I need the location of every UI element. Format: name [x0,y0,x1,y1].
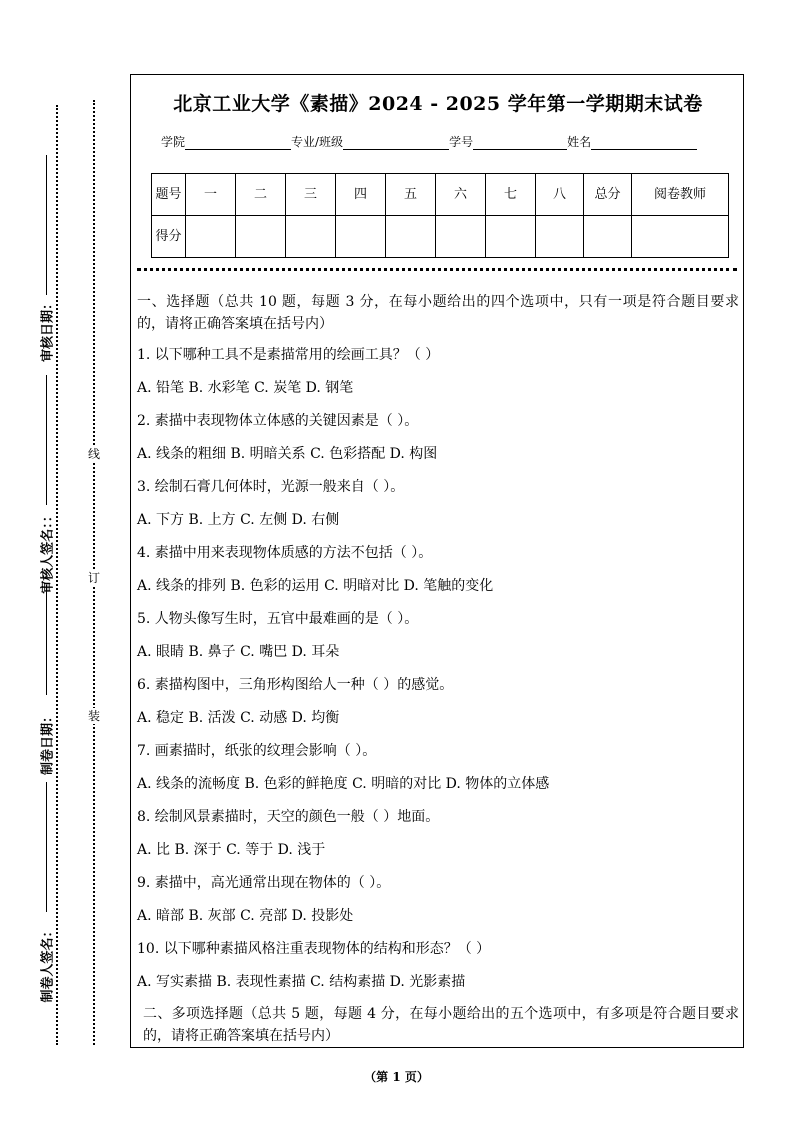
exam-content [137,291,739,1047]
score-cell-6[interactable] [436,216,486,258]
score-cell-8[interactable] [536,216,584,258]
score-cell-7[interactable] [486,216,536,258]
question-1: 1. 以下哪种工具不是素描常用的绘画工具？（ ） [137,347,440,363]
col-3: 三 [286,174,336,216]
score-cell-grader[interactable] [632,216,729,258]
major-class-label: 专业/班级 [291,135,344,149]
col-2: 二 [236,174,286,216]
question-4-options: A. 线条的排列 B. 色彩的运用 C. 明暗对比 D. 笔触的变化 [137,578,494,594]
binding-mark-zhuang: 装 [87,709,100,723]
question-9-options: A. 暗部 B. 灰部 C. 亮部 D. 投影处 [137,908,354,924]
question-3: 3. 绘制石膏几何体时，光源一般来自（ ）。 [137,479,405,495]
question-8-options: A. 比 B. 深于 C. 等于 D. 浅于 [137,842,326,858]
question-2-options: A. 线条的粗细 B. 明暗关系 C. 色彩搭配 D. 构图 [137,446,438,462]
reviewer-date-label: 审核日期： [40,297,56,363]
maker-signature-blank[interactable] [46,782,47,912]
col-4: 四 [336,174,386,216]
question-7: 7. 画素描时，纸张的纹理会影响（ ）。 [137,743,377,759]
reviewer-signature-label: 审核人签名：： [40,509,56,594]
college-label: 学院 [161,135,186,149]
question-8: 8. 绘制风景素描时，天空的颜色一般（ ）地面。 [137,809,440,825]
section1-heading: 一、选择题（总共 10 题，每题 3 分，在每小题给出的四个选项中，只有一项是符合题目要求的，请将正确答案填在括号内） [137,294,739,332]
score-table [151,173,729,258]
question-1-options: A. 铅笔 B. 水彩笔 C. 炭笔 D. 钢笔 [137,380,354,396]
major-class-field[interactable] [343,135,449,150]
margin-dotted-line-left [56,105,58,1045]
score-table-header-row [152,174,729,216]
reviewer-signature-blank[interactable] [46,375,47,505]
question-6-options: A. 稳定 B. 活泼 C. 动感 D. 均衡 [137,710,340,726]
dotted-separator [137,268,737,271]
exam-title: 北京工业大学《素描》2024 - 2025 学年第一学期期末试卷 [173,93,703,115]
exam-frame [130,74,744,1048]
question-10: 10. 以下哪种素描风格注重表现物体的结构和形态？（ ） [137,941,491,957]
col-7: 七 [486,174,536,216]
col-6: 六 [436,174,486,216]
question-5-options: A. 眼睛 B. 鼻子 C. 嘴巴 D. 耳朵 [137,644,340,660]
page-number: （第 1 页） [364,1070,429,1084]
question-9: 9. 素描中，高光通常出现在物体的（ ）。 [137,875,391,891]
col-8: 八 [536,174,584,216]
total-header: 总分 [584,174,632,216]
student-id-field[interactable] [473,135,567,150]
question-5: 5. 人物头像写生时，五官中最难画的是（ ）。 [137,611,419,627]
question-4: 4. 素描中用来表现物体质感的方法不包括（ ）。 [137,545,433,561]
section2-heading: 二、多项选择题（总共 5 题，每题 4 分，在每小题给出的五个选项中，有多项是符合题目要求的，请将正确答案填在括号内） [143,1006,739,1044]
question-2: 2. 素描中表现物体立体感的关键因素是（ ）。 [137,413,419,429]
student-info-row [161,133,697,150]
score-cell-4[interactable] [336,216,386,258]
score-cell-5[interactable] [386,216,436,258]
maker-signature-label: 制卷人签名： [40,924,56,1003]
score-cell-2[interactable] [236,216,286,258]
question-3-options: A. 下方 B. 上方 C. 左侧 D. 右侧 [137,512,340,528]
question-7-options: A. 线条的流畅度 B. 色彩的鲜艳度 C. 明暗的对比 D. 物体的立体感 [137,776,550,792]
col-5: 五 [386,174,436,216]
name-label: 姓名 [567,135,592,149]
question-10-options: A. 写实素描 B. 表现性素描 C. 结构素描 D. 光影素描 [137,974,466,990]
binding-mark-xian: 线 [87,447,100,461]
question-no-header: 题号 [152,174,186,216]
score-row-label: 得分 [152,216,186,258]
question-6: 6. 素描构图中，三角形构图给人一种（ ）的感觉。 [137,677,454,693]
college-field[interactable] [185,135,291,150]
grader-header: 阅卷教师 [632,174,729,216]
maker-date-blank[interactable] [46,585,47,695]
student-id-label: 学号 [449,135,474,149]
col-1: 一 [186,174,236,216]
score-cell-total[interactable] [584,216,632,258]
maker-date-label: 制卷日期： [40,710,56,776]
score-table-score-row [152,216,729,258]
name-field[interactable] [591,135,697,150]
reviewer-date-blank[interactable] [46,155,47,295]
binding-mark-ding: 订 [87,571,100,585]
score-cell-1[interactable] [186,216,236,258]
score-cell-3[interactable] [286,216,336,258]
